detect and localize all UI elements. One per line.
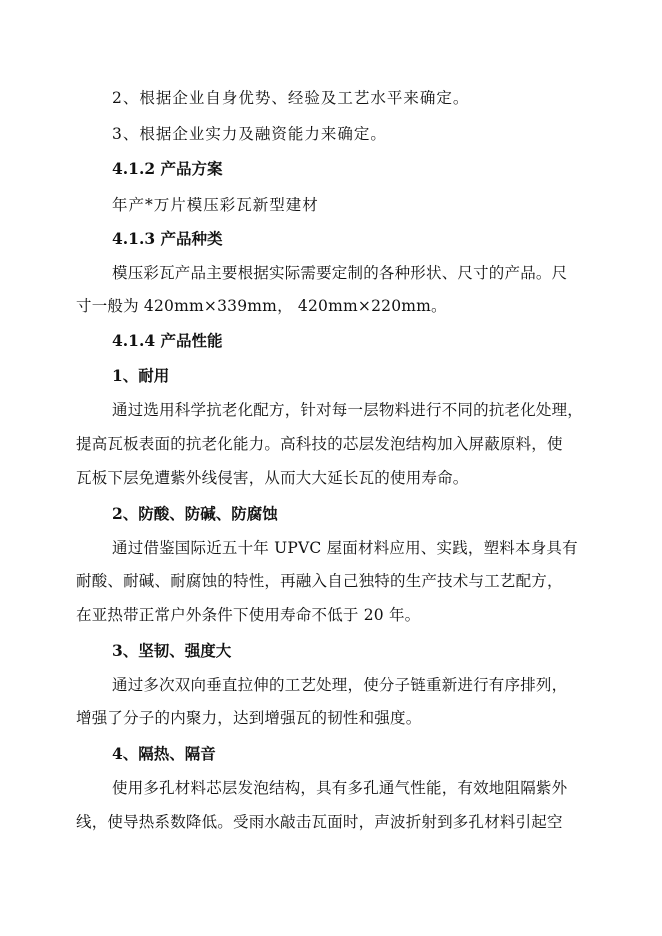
subheading-strength: 3、坚韧、强度大	[112, 641, 232, 660]
paragraph-line: 耐酸、耐碱、耐腐蚀的特性，再融入自己独特的生产技术与工艺配方，	[76, 572, 563, 590]
paragraph-line: 年产*万片模压彩瓦新型建材	[112, 196, 319, 214]
subheading-durable: 1、耐用	[112, 366, 170, 385]
paragraph-line: 3、根据企业实力及融资能力来确定。	[112, 125, 387, 143]
paragraph-line: 增强了分子的内聚力，达到增强瓦的韧性和强度。	[76, 709, 422, 727]
paragraph-line: 2、根据企业自身优势、经验及工艺水平来确定。	[112, 89, 470, 107]
paragraph-line: 使用多孔材料芯层发泡结构，具有多孔通气性能，有效地阻隔紫外	[112, 779, 568, 797]
paragraph-line: 在亚热带正常户外条件下使用寿命不低于 20 年。	[76, 606, 421, 624]
paragraph-line: 寸一般为 420mm×339mm， 420mm×220mm。	[76, 297, 447, 315]
paragraph-line: 通过借鉴国际近五十年 UPVC 屋面材料应用、实践，塑料本身具有	[112, 539, 578, 557]
paragraph-line: 瓦板下层免遭紫外线侵害，从而大大延长瓦的使用寿命。	[76, 469, 469, 487]
section-heading-4-1-2: 4.1.2 产品方案	[112, 159, 223, 178]
paragraph-line: 线，使导热系数降低。受雨水敲击瓦面时，声波折射到多孔材料引起空	[76, 813, 563, 831]
subheading-anticorrosion: 2、防酸、防碱、防腐蚀	[112, 504, 278, 523]
section-heading-4-1-3: 4.1.3 产品种类	[112, 229, 223, 248]
paragraph-line: 提高瓦板表面的抗老化能力。高科技的芯层发泡结构加入屏蔽原料，使	[76, 435, 563, 453]
section-heading-4-1-4: 4.1.4 产品性能	[112, 331, 223, 350]
subheading-insulation: 4、隔热、隔音	[112, 744, 216, 763]
paragraph-line: 模压彩瓦产品主要根据实际需要定制的各种形状、尺寸的产品。尺	[112, 264, 568, 282]
paragraph-line: 通过多次双向垂直拉伸的工艺处理，使分子链重新进行有序排列，	[112, 676, 568, 694]
paragraph-line: 通过选用科学抗老化配方，针对每一层物料进行不同的抗老化处理，	[112, 401, 584, 419]
